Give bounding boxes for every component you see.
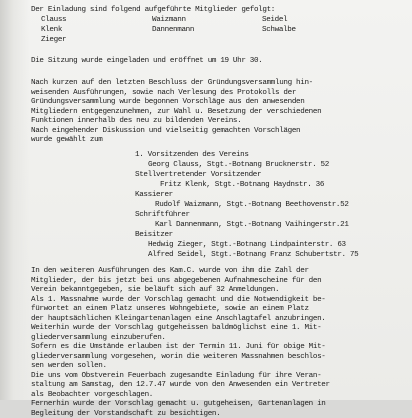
board-role: Stellvertretender Vorsitzender <box>135 172 261 180</box>
attendee-name: Waizmann <box>152 17 186 25</box>
text-line: Nach eingehender Diskussion und vielseitig gemachten Vorschlägen <box>31 128 300 136</box>
text-line: Nach kurzen auf den letzten Beschluss der Gründungsversammlung hin- <box>31 80 313 88</box>
text-line: der hauptsächlichen Kleingartenanlagen eine Anschlagtafel anzubringen. <box>31 316 326 324</box>
board-person: Alfred Seidel, Stgt.-Botnang Franz Schubertstr. 75 <box>148 252 358 260</box>
text-line: Verein bekanntgegeben, sie beläuft sich auf 32 Anmeldungen. <box>31 287 279 295</box>
text-line: gliederversammlung einzuberufen. <box>31 335 166 343</box>
text-line: Weiterhin wurde der Vorschlag gutgeheissen baldmöglichst eine 1. Mit- <box>31 325 321 333</box>
text-line: fürwortet an einem Platz unseres Wohngebiete, sowie an einem Platz <box>31 306 309 314</box>
attendee-name: Zieger <box>41 37 66 45</box>
text-line: Begleitung der Vorstandschaft zu besichtigen. <box>31 411 220 418</box>
text-line: Funktionen innerhalb des neu zu bildenden Vereins. <box>31 118 241 126</box>
board-person: Georg Clauss, Stgt.-Botnang Brucknerstr. 52 <box>148 162 329 170</box>
text-line: Gründungsversammlung wurde begonnen Vorschläge aus den anwesenden <box>31 99 304 107</box>
opening-line: Die Sitzung wurde eingeladen und eröffnet um 19 Uhr 30. <box>31 58 262 66</box>
attendee-name: Clauss <box>41 17 66 25</box>
text-line: Sofern es die Umstände erlauben ist der Termin 11. Juni für obige Mit- <box>31 344 326 352</box>
board-person: Fritz Klenk, Stgt.-Botnang Haydnstr. 36 <box>160 182 324 190</box>
text-line: staltung am Samstag, den 12.7.47 wurde von den Anwesenden ein Vertreter <box>31 382 330 390</box>
attendee-name: Seidel <box>262 17 287 25</box>
board-role: Kassierer <box>135 192 173 200</box>
board-person: Rudolf Waizmann, Stgt.-Botnang Beethovenstr.52 <box>155 202 349 210</box>
text-line: Fernerhin wurde der Vorschlag gemacht u. gutgeheisen, Gartenanlagen in <box>31 401 326 409</box>
text-line: Als 1. Massnahme wurde der Vorschlag gemacht und die Notwendigkeit be- <box>31 297 326 305</box>
text-line: gliederversammlung vorgesehen, worin die weiteren Massnahmen beschlos- <box>31 354 326 362</box>
board-role: 1. Vorsitzenden des Vereins <box>135 152 249 160</box>
text-line: Mitglieder, der bis jetzt bei uns abgegebenen Aufnahmescheine für den <box>31 278 321 286</box>
text-line: weisenden Ausführungen, sowie nach Verlesung des Protokolls der <box>31 90 296 98</box>
text-line: wurde gewählt zum <box>31 137 103 145</box>
board-role: Schriftführer <box>135 212 190 220</box>
text-line: als Beobachter vorgeschlagen. <box>31 392 153 400</box>
attendee-name: Schwalbe <box>262 27 296 35</box>
text-line: In den weiteren Ausführungen des Kam.C. wurde von ihm die Zahl der <box>31 268 309 276</box>
intro-line: Der Einladung sind folgend aufgeführte Mitglieder gefolgt: <box>31 7 275 15</box>
board-person: Hedwig Zieger, Stgt.-Botnang Lindpainterstr. 63 <box>148 242 346 250</box>
text-line: Mitgliedern entgegenzunehmen, zur Wahl u. Besetzung der verschiedenen <box>31 109 321 117</box>
text-line: sen werden sollen. <box>31 363 107 371</box>
attendee-name: Dannenmann <box>152 27 194 35</box>
board-person: Karl Dannenmann, Stgt.-Botnang Vaihingerstr.21 <box>155 222 349 230</box>
paper-edge-shadow <box>0 0 30 400</box>
text-line: Die uns vom Obstverein Feuerbach zugesandte Einladung für ihre Veran- <box>31 373 321 381</box>
board-role: Beisitzer <box>135 232 173 240</box>
attendee-name: Klenk <box>41 27 62 35</box>
